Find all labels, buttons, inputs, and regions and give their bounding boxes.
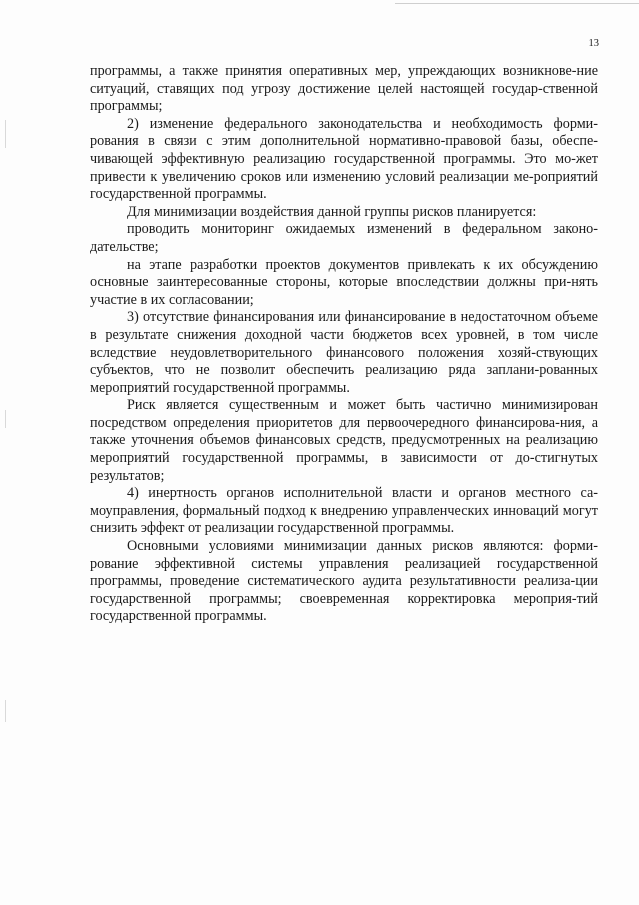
paragraph: Риск является существенным и может быть частично минимизирован посредством определения приоритетов для первоочередного финансирова-ния, а также уточнения объемов финансовых средств, предусмотренных на реализацию мероприятий государственной программы, в зависимости от до-стигнутых результатов; bbox=[90, 397, 598, 484]
paragraph: 2) изменение федерального законодательства и необходимость форми-рования в связи с этим дополнительной нормативно-правовой базы, обеспе-чивающей эффективную реализацию государственной программы. Это мо-жет привести к увеличению сроков или изменению условий реализации ме-роприятий государственной программы. bbox=[90, 115, 598, 203]
scan-artifact bbox=[5, 120, 6, 148]
scan-edge-line bbox=[395, 3, 639, 4]
paragraph: Основными условиями минимизации данных рисков являются: форми-рование эффективной системы управления реализацией государственной программы, проведение систематического аудита результативности реализа-ции государственной программы; своевременная корректировка мероприя-тий государственной программы. bbox=[90, 538, 598, 625]
body-text bbox=[90, 63, 598, 626]
paragraph: 4) инертность органов исполнительной власти и органов местного са-моуправления, формальный подход к внедрению управленческих инноваций могут снизить эффект от реализации государственной программы. bbox=[90, 485, 598, 537]
paragraph: программы, а также принятия оперативных мер, упреждающих возникнове-ние ситуаций, ставящих под угрозу достижение целей настоящей государ-ственной программы; bbox=[90, 63, 598, 115]
page-number: 13 bbox=[588, 38, 599, 49]
scan-artifact bbox=[5, 700, 6, 722]
paragraph: Для минимизации воздействия данной группы рисков планируется: bbox=[127, 203, 537, 220]
paragraph: 3) отсутствие финансирования или финансирование в недостаточном объеме в результате снижения доходной части бюджетов всех уровней, в том числе вследствие неудовлетворительного финансового положения хозяй-ствующих субъектов, что не позволит обеспечить реализацию ряда заплани-рованных мероприятий государственной программы. bbox=[90, 309, 598, 396]
paragraph: на этапе разработки проектов документов привлекать к их обсуждению основные заинтересованные стороны, которые впоследствии должны при-нять участие в их согласовании; bbox=[90, 256, 598, 308]
paragraph: проводить мониторинг ожидаемых изменений в федеральном законо-дательстве; bbox=[90, 221, 598, 255]
scan-artifact bbox=[5, 410, 6, 428]
